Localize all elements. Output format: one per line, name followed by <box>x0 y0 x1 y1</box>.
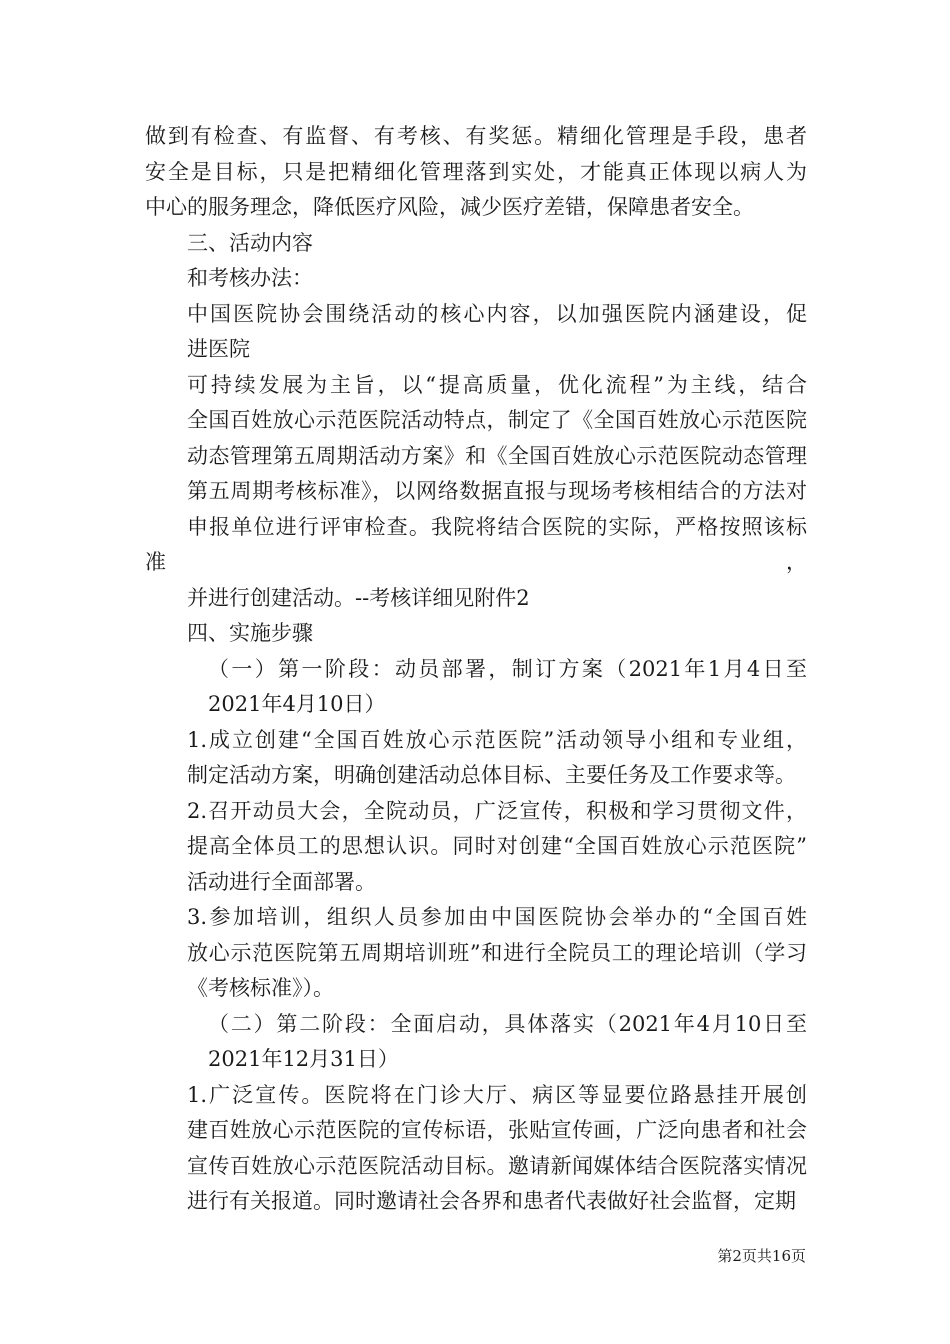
text-line: 宣传百姓放心示范医院活动目标。邀请新闻媒体结合医院落实情况 <box>187 1153 807 1178</box>
text-line: 安全是目标，只是把精细化管理落到实处，才能真正体现以病人为 <box>145 159 807 184</box>
text-line: 并进行创建活动。--考核详细见附件2 <box>187 585 530 610</box>
text-line: 2021年12月31日） <box>208 1047 399 1071</box>
paragraph-p12 <box>145 1078 807 1220</box>
text-line: 3.参加培训，组织人员参加由中国医院协会举办的“全国百姓 <box>187 905 807 929</box>
paragraph-p11 <box>145 1007 807 1078</box>
page-number-footer: 第2页共16页 <box>717 1247 806 1265</box>
text-line: 1.广泛宣传。医院将在门诊大厅、病区等显要位路悬挂开展创 <box>187 1082 807 1107</box>
text-line: 2.召开动员大会，全院动员，广泛宣传，积极和学习贯彻文件， <box>187 798 807 823</box>
text-line: 动态管理第五周期活动方案》和《全国百姓放心示范医院动态管理 <box>187 443 807 468</box>
text-line: 中心的服务理念，降低医疗风险，减少医疗差错，保障患者安全。 <box>145 195 754 219</box>
text-line: 全国百姓放心示范医院活动特点，制定了《全国百姓放心示范医院 <box>187 408 807 432</box>
text-line: 进行有关报道。同时邀请社会各界和患者代表做好社会监督，定期 <box>187 1189 796 1213</box>
text-line: 1.成立创建“全国百姓放心示范医院”活动领导小组和专业组， <box>187 727 807 752</box>
text-line: 做到有检查、有监督、有考核、有奖惩。精细化管理是手段，患者 <box>145 124 807 148</box>
text-line: 提高全体员工的思想认识。同时对创建“全国百姓放心示范医院” <box>187 834 807 858</box>
paragraph-p6 <box>145 616 807 652</box>
paragraph-p1 <box>145 119 807 226</box>
text-line: 放心示范医院第五周期培训班”和进行全院员工的理论培训（学习 <box>187 940 807 965</box>
paragraph-p5 <box>145 368 807 617</box>
paragraph-p8 <box>145 723 807 794</box>
text-line: 可持续发展为主旨，以“提高质量，优化流程”为主线，结合 <box>187 372 807 397</box>
text-line: 和考核办法： <box>187 266 313 290</box>
text-line: 2021年4月10日） <box>208 692 386 716</box>
paragraph-p7 <box>145 652 807 723</box>
text-line: 活动进行全面部署。 <box>187 869 376 894</box>
text-line: 第五周期考核标准》，以网络数据直报与现场考核相结合的方法对 <box>187 479 807 503</box>
paragraph-p2 <box>145 226 807 262</box>
text-line: （一）第一阶段：动员部署，制订方案（2021年1月4日至 <box>208 656 807 681</box>
text-line: 中国医院协会围绕活动的核心内容，以加强医院内涵建设，促 <box>187 301 807 326</box>
text-line: 三、活动内容 <box>187 230 313 255</box>
text-line: 《考核标准》）。 <box>187 976 334 1000</box>
paragraph-p4 <box>145 297 807 368</box>
text-line: 四、实施步骤 <box>187 621 313 645</box>
text-line: 制定活动方案，明确创建活动总体目标、主要任务及工作要求等。 <box>187 763 796 787</box>
paragraph-p9 <box>145 794 807 901</box>
paragraph-p10 <box>145 900 807 1007</box>
text-line: 进医院 <box>187 337 250 361</box>
text-line: 建百姓放心示范医院的宣传标语，张贴宣传画，广泛向患者和社会 <box>187 1118 807 1142</box>
paragraph-p3 <box>145 261 807 297</box>
document-body <box>145 119 807 1220</box>
text-line: 申报单位进行评审检查。我院将结合医院的实际，严格按照该标准， <box>145 514 807 574</box>
text-line: （二）第二阶段：全面启动，具体落实（2021年4月10日至 <box>208 1011 807 1036</box>
